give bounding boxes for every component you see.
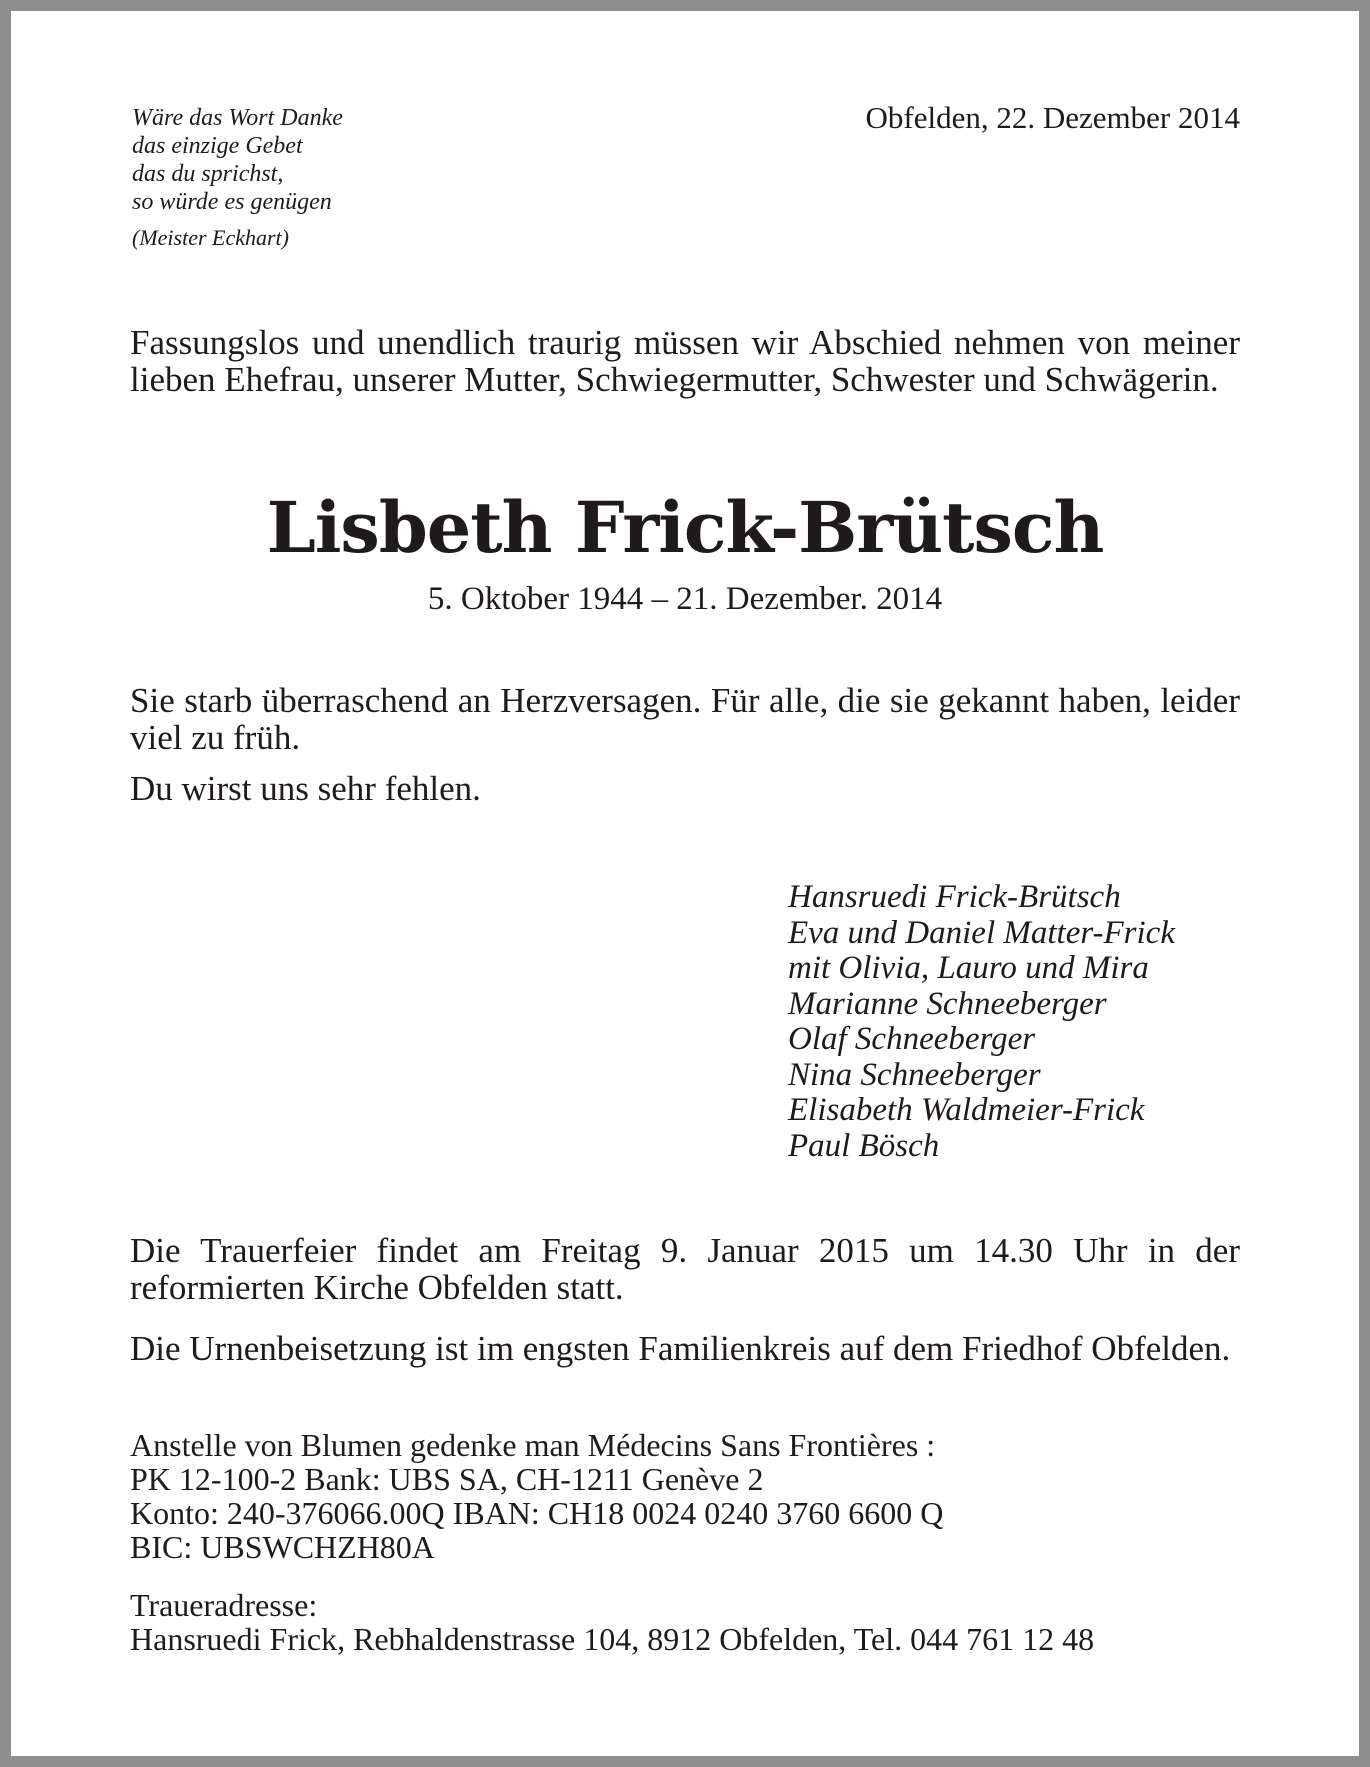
dateline: Obfelden, 22. Dezember 2014 xyxy=(865,100,1240,135)
motto-line: Wäre das Wort Danke xyxy=(132,105,343,131)
mourning-address xyxy=(130,1588,1094,1656)
farewell-line: Du wirst uns sehr fehlen. xyxy=(130,769,481,808)
donation-line: BIC: UBSWCHZH80A xyxy=(130,1529,435,1565)
address-line: Hansruedi Frick, Rebhaldenstrasse 104, 8912 Obfelden, Tel. 044 761 12 48 xyxy=(130,1621,1095,1657)
motto-line: das einzige Gebet xyxy=(132,133,303,159)
urn-paragraph: Die Urnenbeisetzung ist im engsten Familienkreis auf dem Friedhof Obfelden. xyxy=(130,1329,1231,1368)
mourner-name: Nina Schneeberger xyxy=(788,1056,1041,1093)
mourner-name: Paul Bösch xyxy=(788,1127,940,1164)
donation-line: Anstelle von Blumen gedenke man Médecins Sans Frontières : xyxy=(130,1427,936,1463)
donation-line: PK 12-100-2 Bank: UBS SA, CH-1211 Genève 2 xyxy=(130,1461,764,1497)
mourners-list xyxy=(788,880,1175,1164)
mourner-name: Elisabeth Waldmeier-Frick xyxy=(788,1092,1145,1128)
motto-line: so würde es genügen xyxy=(132,189,332,215)
deceased-name: Lisbeth Frick-Brütsch xyxy=(266,486,1104,569)
mourner-name: Olaf Schneeberger xyxy=(788,1021,1036,1057)
motto-line: das du sprichst, xyxy=(132,161,284,187)
mourner-name: Eva und Daniel Matter-Frick xyxy=(788,914,1175,951)
mourner-name: Hansruedi Frick-Brütsch xyxy=(788,879,1121,915)
intro-paragraph: Fassungslos und unendlich traurig müssen wir Abschied nehmen von meiner lieben Ehefrau, unserer Mutter, Schwiegermutter, Schwester und Schwägerin. xyxy=(130,323,1240,399)
donation-info xyxy=(130,1428,943,1564)
address-label: Traueradresse: xyxy=(130,1587,318,1623)
motto-attribution: (Meister Eckhart) xyxy=(132,225,289,250)
donation-line: Konto: 240-376066.00Q IBAN: CH18 0024 0240 3760 6600 Q xyxy=(130,1495,944,1531)
service-paragraph: Die Trauerfeier findet am Freitag 9. Januar 2015 um 14.30 Uhr in der reformierten Kirche Obfelden statt. xyxy=(130,1231,1240,1307)
mourner-name: mit Olivia, Lauro und Mira xyxy=(788,950,1149,986)
mourner-name: Marianne Schneeberger xyxy=(788,985,1107,1022)
motto-quote xyxy=(132,104,343,252)
deceased-lifespan: 5. Oktober 1944 – 21. Dezember. 2014 xyxy=(427,581,943,617)
cause-paragraph: Sie starb überraschend an Herzversagen. Für alle, die sie gekannt haben, leider viel zu früh. xyxy=(130,681,1240,757)
